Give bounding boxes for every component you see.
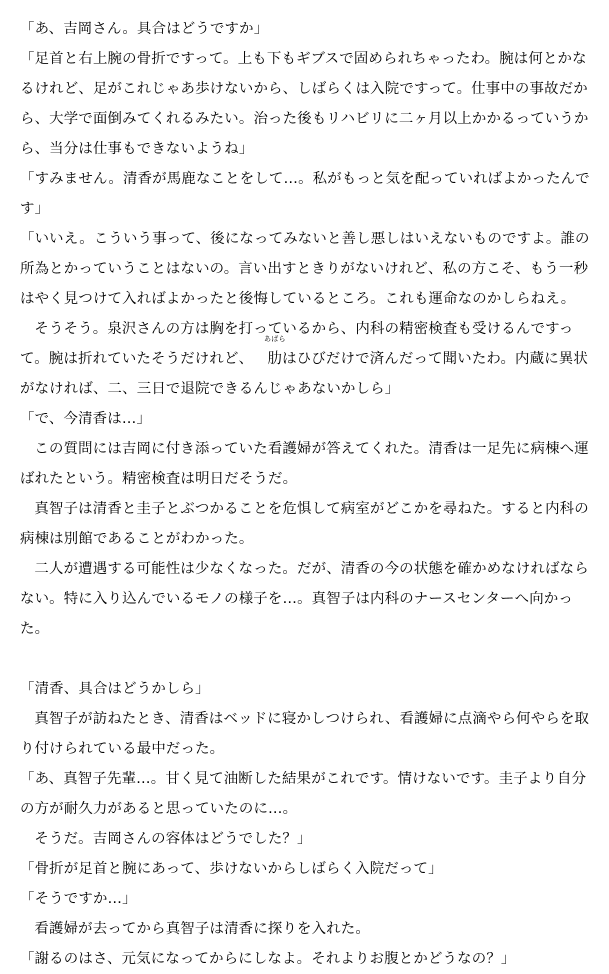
paragraph: 「骨折が足首と腕にあって、歩けないからしばらく入院だって」: [20, 861, 443, 877]
paragraph: 「そうですか…」: [20, 891, 137, 907]
paragraph: 「清香、具合はどうかしら」: [20, 681, 210, 697]
paragraph: 「足首と右上腕の骨折ですって。上も下もギブスで固められちゃったわ。腕は何とかなるけれど、足がこれじゃあ歩けないから、しばらくは入院ですって。仕事中の事故だから、大学で面倒みてくれるみたい。治った後もリハビリに二ヶ月以上かかるっていうから、当分は仕事もできないようね」: [20, 51, 589, 157]
paragraph: 看護婦が去ってから真智子は清香に探りを入れた。: [34, 921, 370, 937]
ruby-reading: あばら: [264, 335, 286, 343]
section-break: [20, 644, 609, 674]
paragraph-text: そうそう。泉沢さんの方は胸を打っているから、内科の精密検査も受けるんですって。腕は折れていたそうだけれど、: [20, 321, 574, 367]
paragraph: 「あ、真智子先輩…。甘く見て油断した結果がこれです。情けないです。圭子より自分の方が耐久力があると思っていたのに…。: [20, 771, 587, 817]
paragraph: [20, 314, 598, 404]
paragraph: 「いいえ。こういう事って、後になってみないと善し悪しはいえないものですよ。誰の所為とかっていうことはないの。言い出すときりがないけれど、私の方こそ、もう一秒はやく見つけて入ればよかったと後悔しているところ。これも運命なのかしらねえ。: [20, 231, 590, 307]
paragraph: 「で、今清香は…」: [20, 411, 152, 427]
paragraph: 「あ、吉岡さん。具合はどうですか」: [20, 21, 269, 37]
paragraph: 真智子が訪ねたとき、清香はベッドに寝かしつけられ、看護婦に点滴やら何やらを取り付けられている最中だった。: [20, 711, 590, 757]
paragraph: 「すみません。清香が馬鹿なことをして…。私がもっと気を配っていればよかったんです」: [20, 171, 590, 217]
ruby-base-text: 肋: [267, 351, 283, 367]
paragraph: 「謝るのはさ、元気になってからにしなよ。それよりお腹とかどうなの？」: [20, 951, 516, 967]
paragraph: そうだ。吉岡さんの容体はどうでした？」: [34, 831, 312, 847]
paragraph: 真智子は清香と圭子とぶつかることを危惧して病室がどこかを尋ねた。すると内科の病棟は別館であることがわかった。: [20, 501, 589, 547]
ruby-word: [253, 335, 286, 374]
paragraph-text: はひびだけで済んだって聞いたわ。内蔵に異状がなければ、二、三日で退院できるんじゃあないかしら」: [20, 351, 588, 397]
paragraph: 二人が遭遇する可能性は少なくなった。だが、清香の今の状態を確かめなければならない。特に入り込んでいるモノの様子を…。真智子は内科のナースセンターへ向かった。: [20, 561, 589, 637]
paragraph: この質問には吉岡に付き添っていた看護婦が答えてくれた。清香は一足先に病棟へ運ばれたという。精密検査は明日だそうだ。: [20, 441, 589, 487]
